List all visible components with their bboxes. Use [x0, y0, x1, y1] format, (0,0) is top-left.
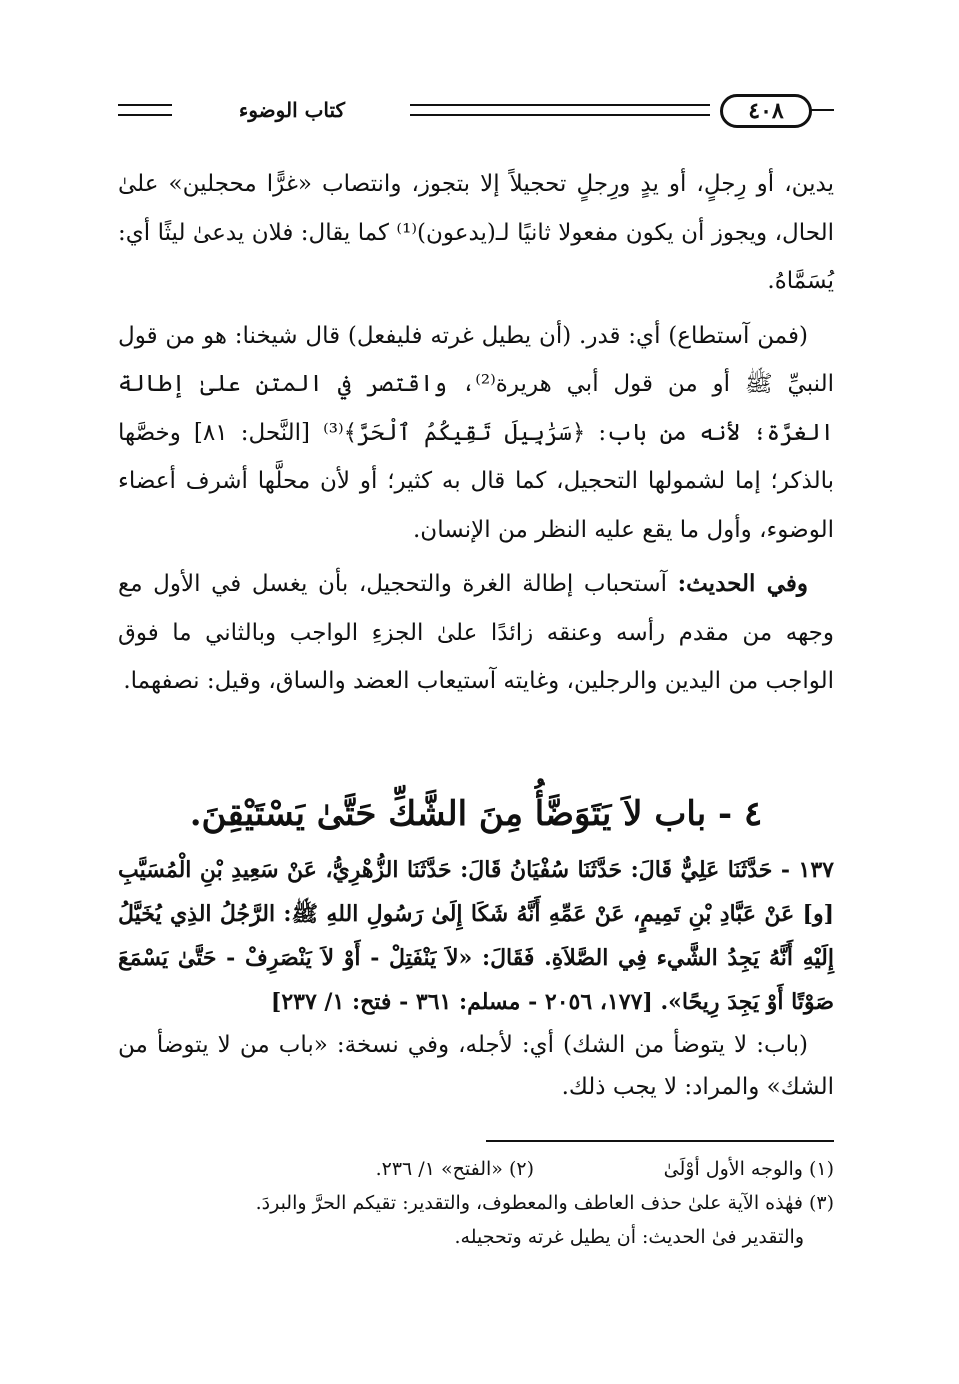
paragraph-2: (فمن آستطاع) أي: قدر. (أن يطيل غرته فليفعل) قال شيخنا: هو من قول النبيِّ ﷺ أو من قول أبي هريرة⁽²⁾، واقتصر في المتن علىٰ إطالة الغرَّة؛ لأنه من باب: ﴿سَرَٰبِيلَ تَقِيكُمُ ٱلْحَرَّ﴾⁽³⁾ [النَّحل: ٨١] وخصَّها بالذكر؛ إما لشمولها التحجيل، كما قال به كثير؛ أو لأن محلَّها أشرف أعضاء الوضوء، وأول ما يقع عليه النظر من الإنسان.	[118, 322, 834, 543]
footnote-row-1	[118, 1152, 834, 1186]
header-rule-middle-bottom	[410, 114, 710, 116]
commentary-text: (باب: لا يتوضأ من الشك) أي: لأجله، وفي نسخة: «باب من لا يتوضأ من الشك» والمراد: لا يجب ذلك.	[118, 1032, 834, 1100]
chapter-heading: ٤ - باب لاَ يَتَوَضَّأُ مِنَ الشَّكِّ حَتَّىٰ يَسْتَيْقِنَ.	[189, 794, 763, 834]
hadith-text: ١٣٧ - حَدَّثَنَا عَلِيٌّ قَالَ: حَدَّثَنَا سُفْيَانُ قَالَ: حَدَّثَنَا الزُّهْرِيُّ، عَنْ سَعِيدِ بْنِ الْمُسَيَّبِ [و] عَنْ عَبَّادِ بْنِ تَمِيمٍ، عَنْ عَمِّهِ أَنَّهُ شَكَا إِلَىٰ رَسُولِ اللهِ ﷺ: الرَّجُلُ الذِي يُخَيَّلُ إِلَيْهِ أَنَّهُ يَجِدُ الشَّيء فِي الصَّلاَةِ. فَقَالَ: «لاَ يَنْفَتِلْ - أَوْ لاَ يَنْصَرِفْ - حَتَّىٰ يَسْمَعَ صَوْتًا أَوْ يَجِدَ رِيحًا». [١٧٧، ٢٠٥٦ - مسلم: ٣٦١ - فتح: ١/ ٢٣٧]	[118, 857, 834, 1015]
page-header	[118, 90, 834, 136]
paragraph-3-lead: وفي الحديث:	[677, 570, 808, 597]
footnotes	[118, 1152, 834, 1254]
paragraph-1: يدين، أو رِجلٍ، أو يدٍ ورِجلٍ تحجيلاً إلا بتجوز، وانتصاب «غرًّا محجلين» علىٰ الحال، ويجوز أن يكون مفعولا ثانيًا لـ(يدعون)⁽¹⁾ كما يقال: فلان يدعىٰ ليثًا أي: يُسَمَّاهُ.	[118, 171, 834, 294]
footnote-1: (١) والوجه الأول أوْلَىٰ	[663, 1158, 834, 1180]
footnote-separator	[486, 1140, 834, 1142]
header-rule-left-bottom	[118, 114, 172, 116]
paragraph-3	[118, 560, 834, 706]
main-text	[118, 160, 834, 706]
header-rule-middle-top	[410, 104, 710, 106]
page-number-badge	[720, 94, 812, 128]
header-rule-left-top	[118, 104, 172, 106]
footnote-2: (٢) «الفتح» ١/ ٢٣٦.	[375, 1158, 534, 1180]
footnote-3: (٣) فهٰذه الآية علىٰ حذف العاطف والمعطوف، والتقدير: تقيكم الحرَّ والبردَ.	[255, 1192, 834, 1214]
header-rule-right	[810, 109, 834, 111]
footnote-3-continuation: والتقدير فىٰ الحديث: أن يطيل غرته وتحجيله.	[454, 1226, 804, 1248]
running-title: كتاب الوضوء	[238, 98, 346, 122]
page-number: ٤٠٨	[748, 98, 784, 124]
commentary-block	[118, 1024, 834, 1108]
paragraph-3-text: آستحباب إطالة الغرة والتحجيل، بأن يغسل في الأول مع وجهه من مقدم رأسه وعنقه زائدًا علىٰ الجزءِ الواجب وبالثاني ما فوق الواجب من اليدين والرجلين، وغايته آستيعاب العضد والساق، وقيل: نصفهما.	[118, 571, 834, 694]
hadith-block	[118, 848, 834, 1024]
